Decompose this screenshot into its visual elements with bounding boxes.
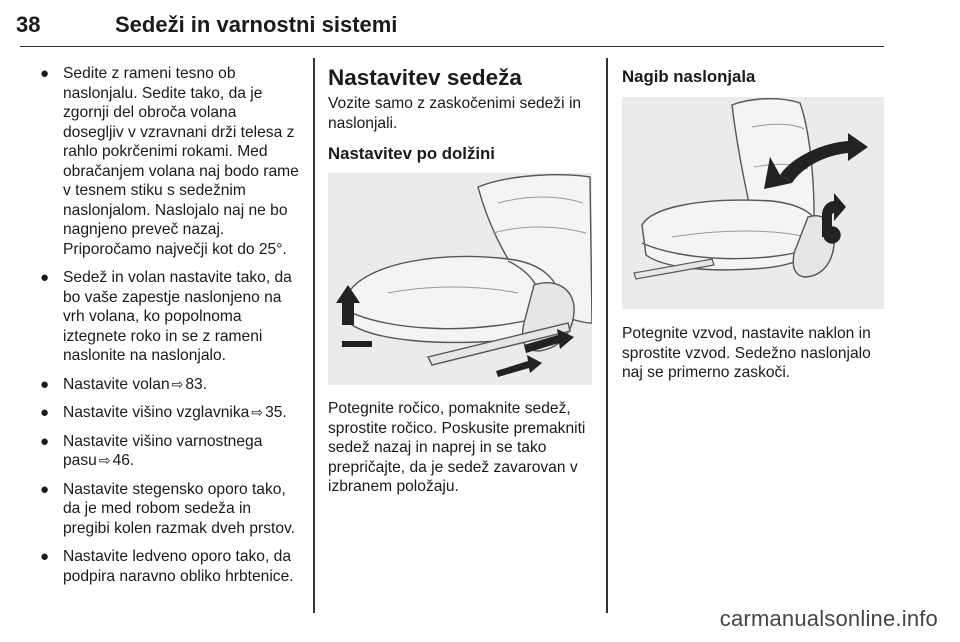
watermark: carmanualsonline.info [719, 606, 938, 631]
bullet-icon: ● [40, 432, 50, 450]
bullet-icon: ● [40, 404, 50, 421]
list-item: ● Nastavite višino varnostnega pasu ⇨ 46. [40, 432, 263, 469]
list-item: ● Nastavite višino vzglavnika ⇨ 35. [40, 404, 287, 421]
list-item: ● Sedite z rameni tesno ob naslonjalu. Sedite tako, da je zgornji del obroča volana dosegljiv v vzravnani drži telesa z rahlo pokrčenimi rokami. Med obračanjem volana naj bodo rame v tesnem stiku s sedežnim naslonjalom. Naslojalo naj ne bo nagnjeno preveč nazaj. Priporočamo največji kot do 25°. [40, 65, 299, 258]
seat-figure-svg [328, 173, 592, 385]
backrest-figure-svg [622, 97, 884, 309]
bullet-icon: ● [40, 548, 50, 565]
page-ref-icon[interactable]: ⇨ [171, 375, 184, 392]
figure-caption: Potegnite vzvod, nastavite naklon in sprostite vzvod. Sedežno naslonjalo naj se primerno zaskoči. [622, 325, 871, 381]
right-column [622, 64, 886, 383]
bullet-icon: ● [40, 65, 50, 82]
page-ref[interactable]: 46. [112, 452, 135, 469]
left-column [36, 64, 300, 595]
page-title: Sedeži in varnostni sistemi [115, 12, 398, 37]
list-item: ● Nastavite ledveno oporo tako, da podpira naravno obliko hrbtenice. [40, 548, 294, 585]
page-ref-icon[interactable]: ⇨ [251, 404, 264, 420]
list-item: ● Nastavite volan ⇨ 83. [40, 375, 208, 393]
column-divider [606, 58, 608, 613]
subheading: Nastavitev po dolžini [328, 144, 495, 163]
bullet-list [36, 64, 300, 586]
page-ref[interactable]: 35. [265, 404, 287, 421]
list-item: ● Nastavite stegensko oporo tako, da je med robom sedeža in pregibi kolen razmak dveh prstov. [40, 480, 295, 537]
figure-caption: Potegnite ročico, pomaknite sedež, sprostite ročico. Poskusite premakniti sedež nazaj in naprej in se tako prepričajte, da je sedež zavarovan v izbranem položaju. [328, 400, 586, 495]
page-number: 38 [16, 12, 41, 37]
middle-column [328, 64, 594, 497]
page-ref-icon[interactable]: ⇨ [98, 452, 111, 468]
subheading: Nagib naslonjala [622, 67, 756, 86]
seat-backrest-recline-illustration [622, 97, 884, 309]
bullet-icon: ● [40, 269, 50, 286]
intro-text: Vozite samo z zaskočenimi sedeži in naslonjali. [328, 95, 582, 132]
bullet-icon: ● [40, 480, 50, 498]
bullet-icon: ● [40, 375, 50, 393]
seat-longitudinal-adjust-illustration [328, 173, 592, 385]
column-divider [313, 58, 315, 613]
page-ref[interactable]: 83. [185, 375, 208, 393]
section-heading: Nastavitev sedeža [328, 65, 522, 90]
list-item: ● Sedež in volan nastavite tako, da bo vaše zapestje naslonjeno na vrh volana, ko popolnoma iztegnete roko in se z rameni naslonite na naslonjalo. [40, 269, 292, 364]
